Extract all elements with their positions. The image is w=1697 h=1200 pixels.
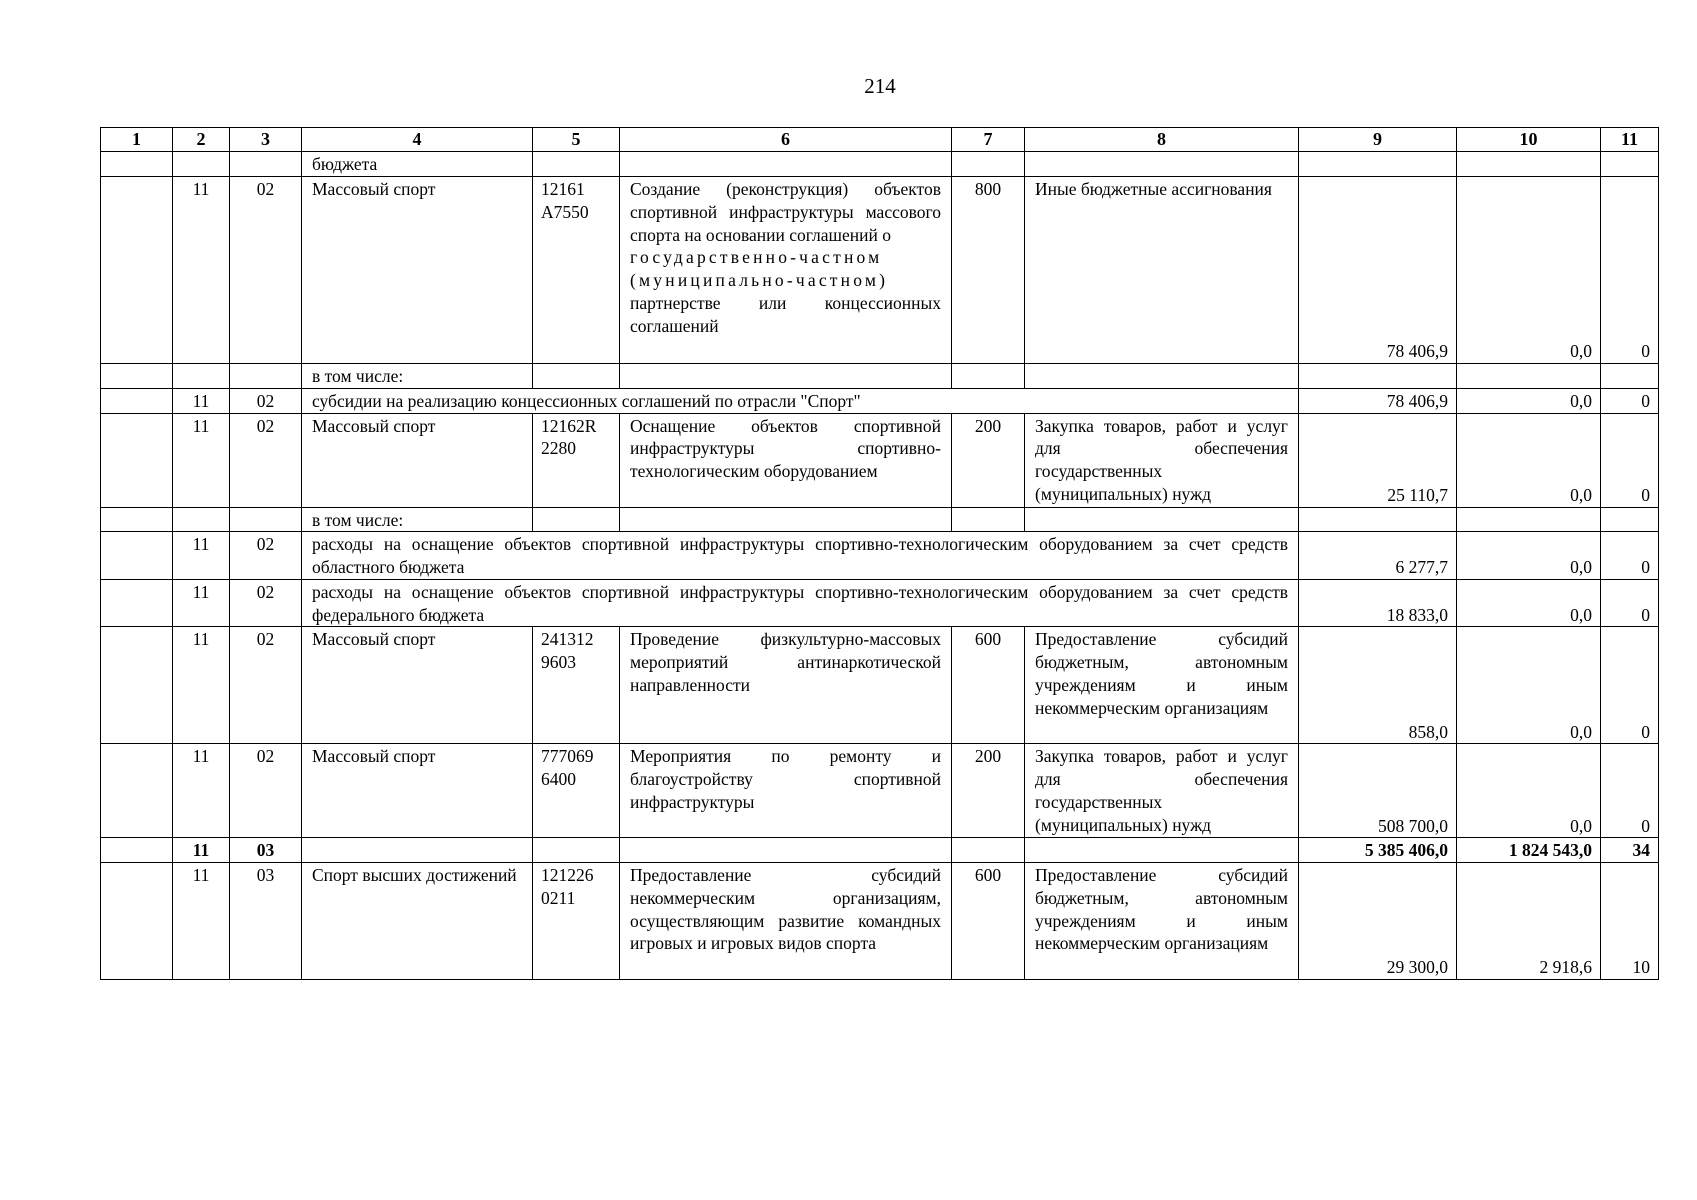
table-row [101,579,1659,627]
cell-amount: 10 [1601,863,1659,980]
header-cell: 10 [1457,128,1601,152]
cell-subsection: 02 [230,388,302,413]
cell-subsection: 02 [230,627,302,744]
cell-amount: 78 406,9 [1299,388,1457,413]
cell-amount: 0 [1601,532,1659,580]
cell-amount: 0 [1601,579,1659,627]
header-cell: 1 [101,128,173,152]
cell-description: Проведение физкультурно-массовых мероприятий антинаркотической направленности [620,627,952,744]
cell-total: 34 [1601,838,1659,863]
cell-expense-type: 600 [952,627,1025,744]
cell-name: в том числе: [302,507,533,532]
cell-name: Массовый спорт [302,627,533,744]
cell-amount: 0 [1601,413,1659,507]
cell-total: 1 824 543,0 [1457,838,1601,863]
cell-section: 11 [173,627,230,744]
cell-expense-description: расходы на оснащение объектов спортивной инфраструктуры спортивно-технологическим оборудованием за счет средств федерального бюджета [302,579,1299,627]
cell-amount: 25 110,7 [1299,413,1457,507]
cell-description: Мероприятия по ремонту и благоустройству спортивной инфраструктуры [620,744,952,838]
cell-expense-type: 600 [952,863,1025,980]
cell-amount: 18 833,0 [1299,579,1457,627]
cell-amount: 2 918,6 [1457,863,1601,980]
cell-subsection: 02 [230,413,302,507]
cell-section: 11 [173,532,230,580]
header-cell: 11 [1601,128,1659,152]
cell-amount: 0 [1601,627,1659,744]
cell-subsection: 03 [230,863,302,980]
cell-expense-name: Предоставление субсидий бюджетным, автономным учреждениям и иным некоммерческим организациям [1025,627,1299,744]
cell-amount: 0 [1601,177,1659,364]
cell-description [620,177,952,364]
cell-expense-name: Предоставление субсидий бюджетным, автономным учреждениям и иным некоммерческим организациям [1025,863,1299,980]
cell-section: 11 [173,388,230,413]
page-number: 214 [864,74,896,98]
cell-section: 11 [173,413,230,507]
header-row [101,128,1659,152]
cell-subsection: 02 [230,177,302,364]
table-row [101,388,1659,413]
cell-expense-type: 200 [952,413,1025,507]
header-cell: 7 [952,128,1025,152]
cell-amount: 6 277,7 [1299,532,1457,580]
cell-description: Предоставление субсидий некоммерческим организациям, осуществляющим развитие командных игровых и игровых видов спорта [620,863,952,980]
header-cell: 8 [1025,128,1299,152]
description-part: (муниципально-частном) [630,270,889,291]
description-part: Создание (реконструкция) объектов спортивной инфраструктуры массового спорта на основании соглашений о [630,179,941,245]
cell-subsection: 02 [230,744,302,838]
cell-amount: 508 700,0 [1299,744,1457,838]
cell-section: 11 [173,177,230,364]
header-cell: 4 [302,128,533,152]
cell-subsection: 02 [230,532,302,580]
subtotal-row [101,838,1659,863]
cell-amount: 0,0 [1457,413,1601,507]
cell-amount: 29 300,0 [1299,863,1457,980]
table-row [101,744,1659,838]
header-cell: 2 [173,128,230,152]
cell-amount: 78 406,9 [1299,177,1457,364]
cell-amount: 0 [1601,388,1659,413]
header-cell: 9 [1299,128,1457,152]
cell-subsection: 02 [230,579,302,627]
cell-expense-description: расходы на оснащение объектов спортивной инфраструктуры спортивно-технологическим оборудованием за счет средств областного бюджета [302,532,1299,580]
cell-name: Массовый спорт [302,177,533,364]
cell-name: Массовый спорт [302,413,533,507]
cell-expense-name: Закупка товаров, работ и услуг для обеспечения государственных (муниципальных) нужд [1025,744,1299,838]
cell-name: Спорт высших достижений [302,863,533,980]
cell-amount: 0 [1601,744,1659,838]
cell-target-code: 121226 0211 [533,863,620,980]
cell-amount: 0,0 [1457,177,1601,364]
cell-expense-name: Иные бюджетные ассигнования [1025,177,1299,364]
table-row [101,152,1659,177]
table-row [101,863,1659,980]
table-row [101,364,1659,389]
cell-section: 11 [173,863,230,980]
cell-expense-type: 200 [952,744,1025,838]
cell-target-code: 241312 9603 [533,627,620,744]
table-row [101,507,1659,532]
cell-target-code: 777069 6400 [533,744,620,838]
table-row [101,177,1659,364]
cell-total: 5 385 406,0 [1299,838,1457,863]
budget-table [100,127,1659,980]
cell-target-code: 12162R 2280 [533,413,620,507]
cell-section: 11 [173,838,230,863]
cell-amount: 0,0 [1457,388,1601,413]
description-part: партнерстве или концессионных соглашений [630,292,941,336]
cell-subsection: 03 [230,838,302,863]
cell-subsidy-description: субсидии на реализацию концессионных соглашений по отрасли "Спорт" [302,388,1299,413]
header-cell: 3 [230,128,302,152]
table-row [101,627,1659,744]
cell-amount: 0,0 [1457,744,1601,838]
table-row [101,532,1659,580]
cell-section: бюджета [302,152,533,177]
cell-section: 11 [173,744,230,838]
cell-amount: 0,0 [1457,579,1601,627]
cell-amount: 0,0 [1457,532,1601,580]
header-cell: 5 [533,128,620,152]
cell-amount: 0,0 [1457,627,1601,744]
table-row [101,413,1659,507]
description-part: государственно-частном [630,247,883,268]
cell-expense-type: 800 [952,177,1025,364]
cell-target-code: 12161 A7550 [533,177,620,364]
cell-name: Массовый спорт [302,744,533,838]
cell-name: в том числе: [302,364,533,389]
cell-expense-name: Закупка товаров, работ и услуг для обеспечения государственных (муниципальных) нужд [1025,413,1299,507]
header-cell: 6 [620,128,952,152]
cell-section: 11 [173,579,230,627]
cell-amount: 858,0 [1299,627,1457,744]
cell-description: Оснащение объектов спортивной инфраструктуры спортивно-технологическим оборудованием [620,413,952,507]
